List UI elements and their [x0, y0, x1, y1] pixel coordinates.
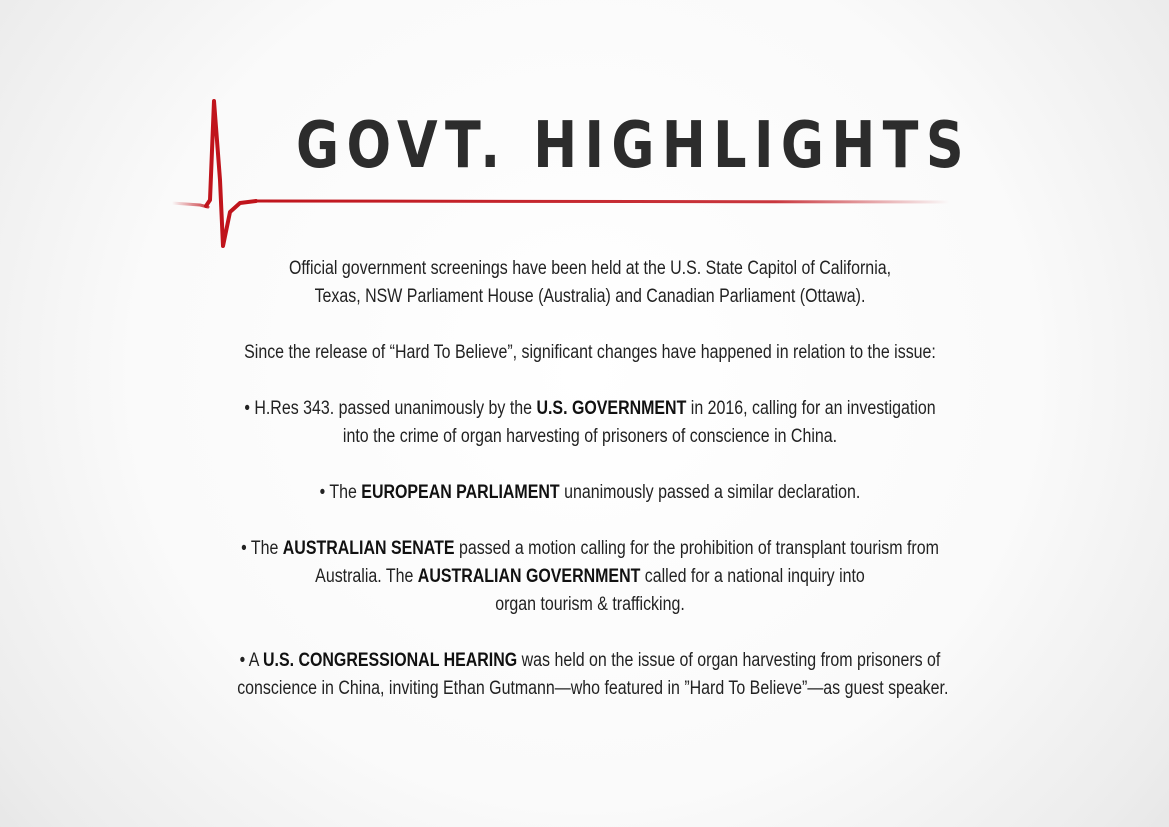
highlight-item-2-line-1 — [237, 479, 943, 507]
intro-paragraph — [170, 255, 1010, 311]
highlight-item-3-line-3: organ tourism & trafficking. — [495, 594, 685, 615]
text: unanimously passed a similar declaration. — [559, 482, 861, 503]
highlight-item — [170, 395, 1010, 451]
text: in 2016, calling for an investigation — [686, 398, 936, 419]
text: • The — [319, 482, 362, 503]
text: passed a motion calling for the prohibition of transplant tourism from — [454, 538, 939, 559]
since-line: Since the release of “Hard To Believe”, significant changes have happened in relation to the issue: — [244, 342, 936, 363]
highlight-item-4-line-1 — [237, 647, 943, 675]
emphasis: AUSTRALIAN SENATE — [282, 538, 455, 559]
heartbeat-spike — [206, 101, 256, 246]
text: was held on the issue of organ harvesting from prisoners of — [517, 650, 941, 671]
highlight-item-3-line-1 — [237, 535, 943, 563]
page-title: GOVT. HIGHLIGHTS — [296, 109, 972, 183]
highlight-item — [170, 479, 1010, 507]
since-paragraph — [170, 339, 1010, 367]
heartbeat-left-tail — [172, 203, 208, 207]
text: Australia. The — [315, 566, 418, 587]
highlight-item-4-line-2: conscience in China, inviting Ethan Gutmann—who featured in ”Hard To Believe”—as guest speaker. — [237, 678, 949, 699]
intro-line-1: Official government screenings have been held at the U.S. State Capitol of California, — [288, 258, 892, 279]
heartbeat-baseline — [254, 201, 950, 202]
emphasis: U.S. CONGRESSIONAL HEARING — [262, 650, 518, 671]
text: called for a national inquiry into — [640, 566, 865, 587]
highlight-item-1-line-1 — [237, 395, 943, 423]
highlight-item-1-line-2: into the crime of organ harvesting of prisoners of conscience in China. — [342, 426, 838, 447]
highlight-item — [170, 647, 1010, 703]
emphasis: AUSTRALIAN GOVERNMENT — [417, 566, 641, 587]
text: • H.Res 343. passed unanimously by the — [244, 398, 537, 419]
text: • A — [239, 650, 263, 671]
highlights-body — [170, 255, 1010, 731]
emphasis: EUROPEAN PARLIAMENT — [361, 482, 560, 503]
intro-line-2: Texas, NSW Parliament House (Australia) and Canadian Parliament (Ottawa). — [314, 286, 866, 307]
highlight-item — [170, 535, 1010, 619]
highlight-item-3-line-2 — [237, 563, 943, 591]
text: • The — [241, 538, 283, 559]
emphasis: U.S. GOVERNMENT — [536, 398, 687, 419]
